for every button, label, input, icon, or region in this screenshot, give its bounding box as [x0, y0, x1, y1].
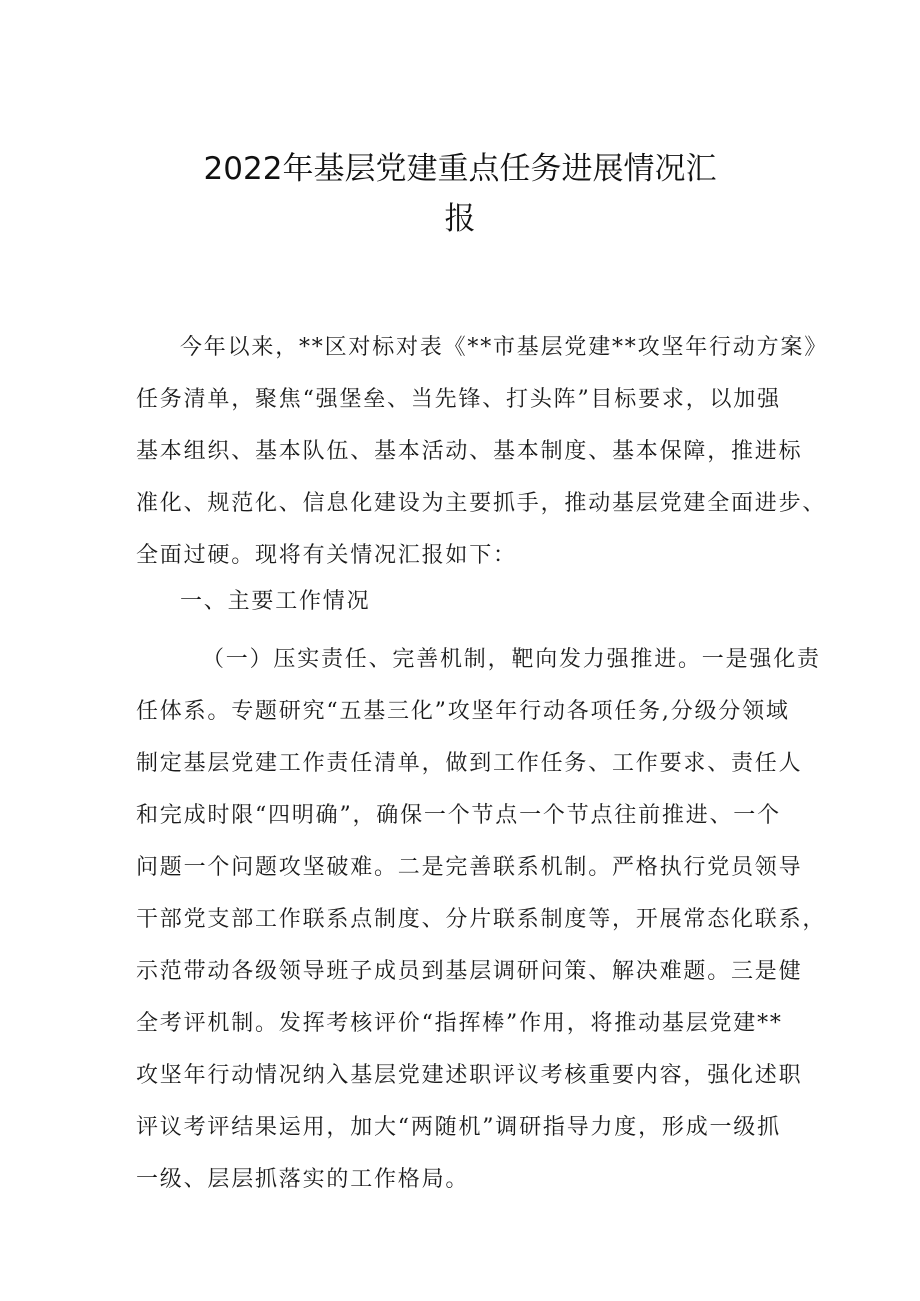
subsection-1-paragraph	[136, 634, 827, 1206]
paragraph-line: 问题一个问题攻坚破难。二是完善联系机制。严格执行党员领导	[136, 855, 803, 880]
paragraph-line: 示范带动各级领导班子成员到基层调研问策、解决难题。三是健	[136, 959, 803, 984]
paragraph-line: 全考评机制。发挥考核评价“指挥棒”作用，将推动基层党建**	[136, 1011, 783, 1036]
document-title: 2022年基层党建重点任务进展情况汇	[203, 151, 717, 187]
section-heading	[136, 576, 816, 628]
paragraph-line: 干部党支部工作联系点制度、分片联系制度等，开展常态化联系，	[136, 907, 827, 932]
paragraph-line: 全面过硬。现将有关情况汇报如下：	[136, 543, 517, 568]
paragraph-line: 准化、规范化、信息化建设为主要抓手，推动基层党建全面进步、	[136, 491, 827, 516]
paragraph-line: 评议考评结果运用，加大“两随机”调研指导力度，形成一级抓	[136, 1115, 781, 1140]
paragraph-line: 和完成时限“四明确”，确保一个节点一个节点往前推进、一个	[136, 803, 781, 828]
section-1-heading: 一、主要工作情况	[180, 589, 371, 614]
intro-paragraph	[136, 322, 829, 582]
paragraph-line: 制定基层党建工作责任清单，做到工作任务、工作要求、责任人	[136, 751, 803, 776]
paragraph-line: 任体系。专题研究“五基三化”攻坚年行动各项任务,分级分领域	[136, 699, 790, 724]
paragraph-line: 基本组织、基本队伍、基本活动、基本制度、基本保障，推进标	[136, 439, 803, 464]
paragraph-line: （一）压实责任、完善机制，靶向发力强推进。一是强化责	[202, 647, 821, 672]
paragraph-line: 任务清单，聚焦“强堡垒、当先锋、打头阵”目标要求，以加强	[136, 387, 781, 412]
paragraph-line: 今年以来，**区对标对表《**市基层党建**攻坚年行动方案》	[180, 335, 829, 360]
paragraph-line: 一级、层层抓落实的工作格局。	[136, 1167, 470, 1192]
paragraph-line: 攻坚年行动情况纳入基层党建述职评议考核重要内容，强化述职	[136, 1063, 803, 1088]
document-title-continued: 报	[444, 201, 476, 237]
